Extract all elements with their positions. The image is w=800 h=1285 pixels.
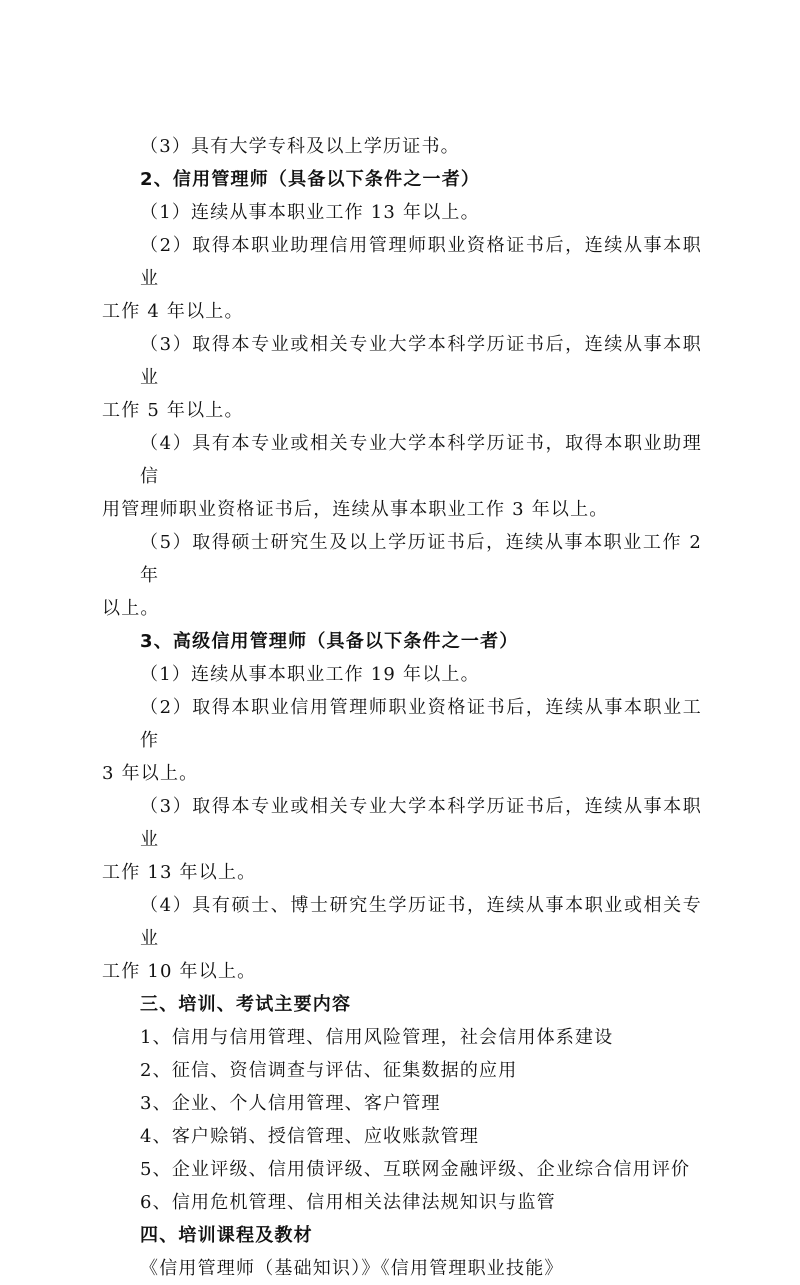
requirement-item: （1）连续从事本职业工作 19 年以上。 xyxy=(140,664,480,685)
requirement-item-continuation: 以上。 xyxy=(102,598,160,619)
requirement-item: （3）取得本专业或相关专业大学本科学历证书后，连续从事本职业 xyxy=(140,796,702,850)
requirement-item: （1）连续从事本职业工作 13 年以上。 xyxy=(140,202,480,223)
requirement-item-continuation: 工作 4 年以上。 xyxy=(102,301,244,322)
content-item: 5、企业评级、信用债评级、互联网金融评级、企业综合信用评价 xyxy=(140,1159,691,1180)
requirement-item: （2）取得本职业助理信用管理师职业资格证书后，连续从事本职业 xyxy=(140,235,702,289)
requirement-item: （4）具有硕士、博士研究生学历证书，连续从事本职业或相关专业 xyxy=(140,895,702,949)
requirement-item-continuation: 3 年以上。 xyxy=(102,763,199,784)
requirement-item: （4）具有本专业或相关专业大学本科学历证书，取得本职业助理信 xyxy=(140,433,702,487)
content-item: 1、信用与信用管理、信用风险管理，社会信用体系建设 xyxy=(140,1027,614,1048)
section-heading: 四、培训课程及教材 xyxy=(140,1225,313,1246)
requirement-item: （5）取得硕士研究生及以上学历证书后，连续从事本职业工作 2 年 xyxy=(140,532,702,586)
section-heading: 三、培训、考试主要内容 xyxy=(140,994,352,1015)
content-item: 3、企业、个人信用管理、客户管理 xyxy=(140,1093,441,1114)
content-item: 2、征信、资信调查与评估、征集数据的应用 xyxy=(140,1060,518,1081)
section-heading: 2、信用管理师（具备以下条件之一者） xyxy=(140,169,481,190)
requirement-item: （2）取得本职业信用管理师职业资格证书后，连续从事本职业工作 xyxy=(140,697,702,751)
document-body xyxy=(102,130,702,1285)
requirement-item: （3）取得本专业或相关专业大学本科学历证书后，连续从事本职业 xyxy=(140,334,702,388)
content-item: 6、信用危机管理、信用相关法律法规知识与监管 xyxy=(140,1192,556,1213)
content-item: 4、客户赊销、授信管理、应收账款管理 xyxy=(140,1126,480,1147)
requirement-item: （3）具有大学专科及以上学历证书。 xyxy=(140,136,460,157)
section-heading: 3、高级信用管理师（具备以下条件之一者） xyxy=(140,631,519,652)
requirement-item-continuation: 工作 5 年以上。 xyxy=(102,400,244,421)
textbook-list: 《信用管理师（基础知识）》《信用管理职业技能》 xyxy=(140,1258,564,1279)
requirement-item-continuation: 工作 13 年以上。 xyxy=(102,862,257,883)
requirement-item-continuation: 用管理师职业资格证书后，连续从事本职业工作 3 年以上。 xyxy=(102,499,609,520)
requirement-item-continuation: 工作 10 年以上。 xyxy=(102,961,257,982)
